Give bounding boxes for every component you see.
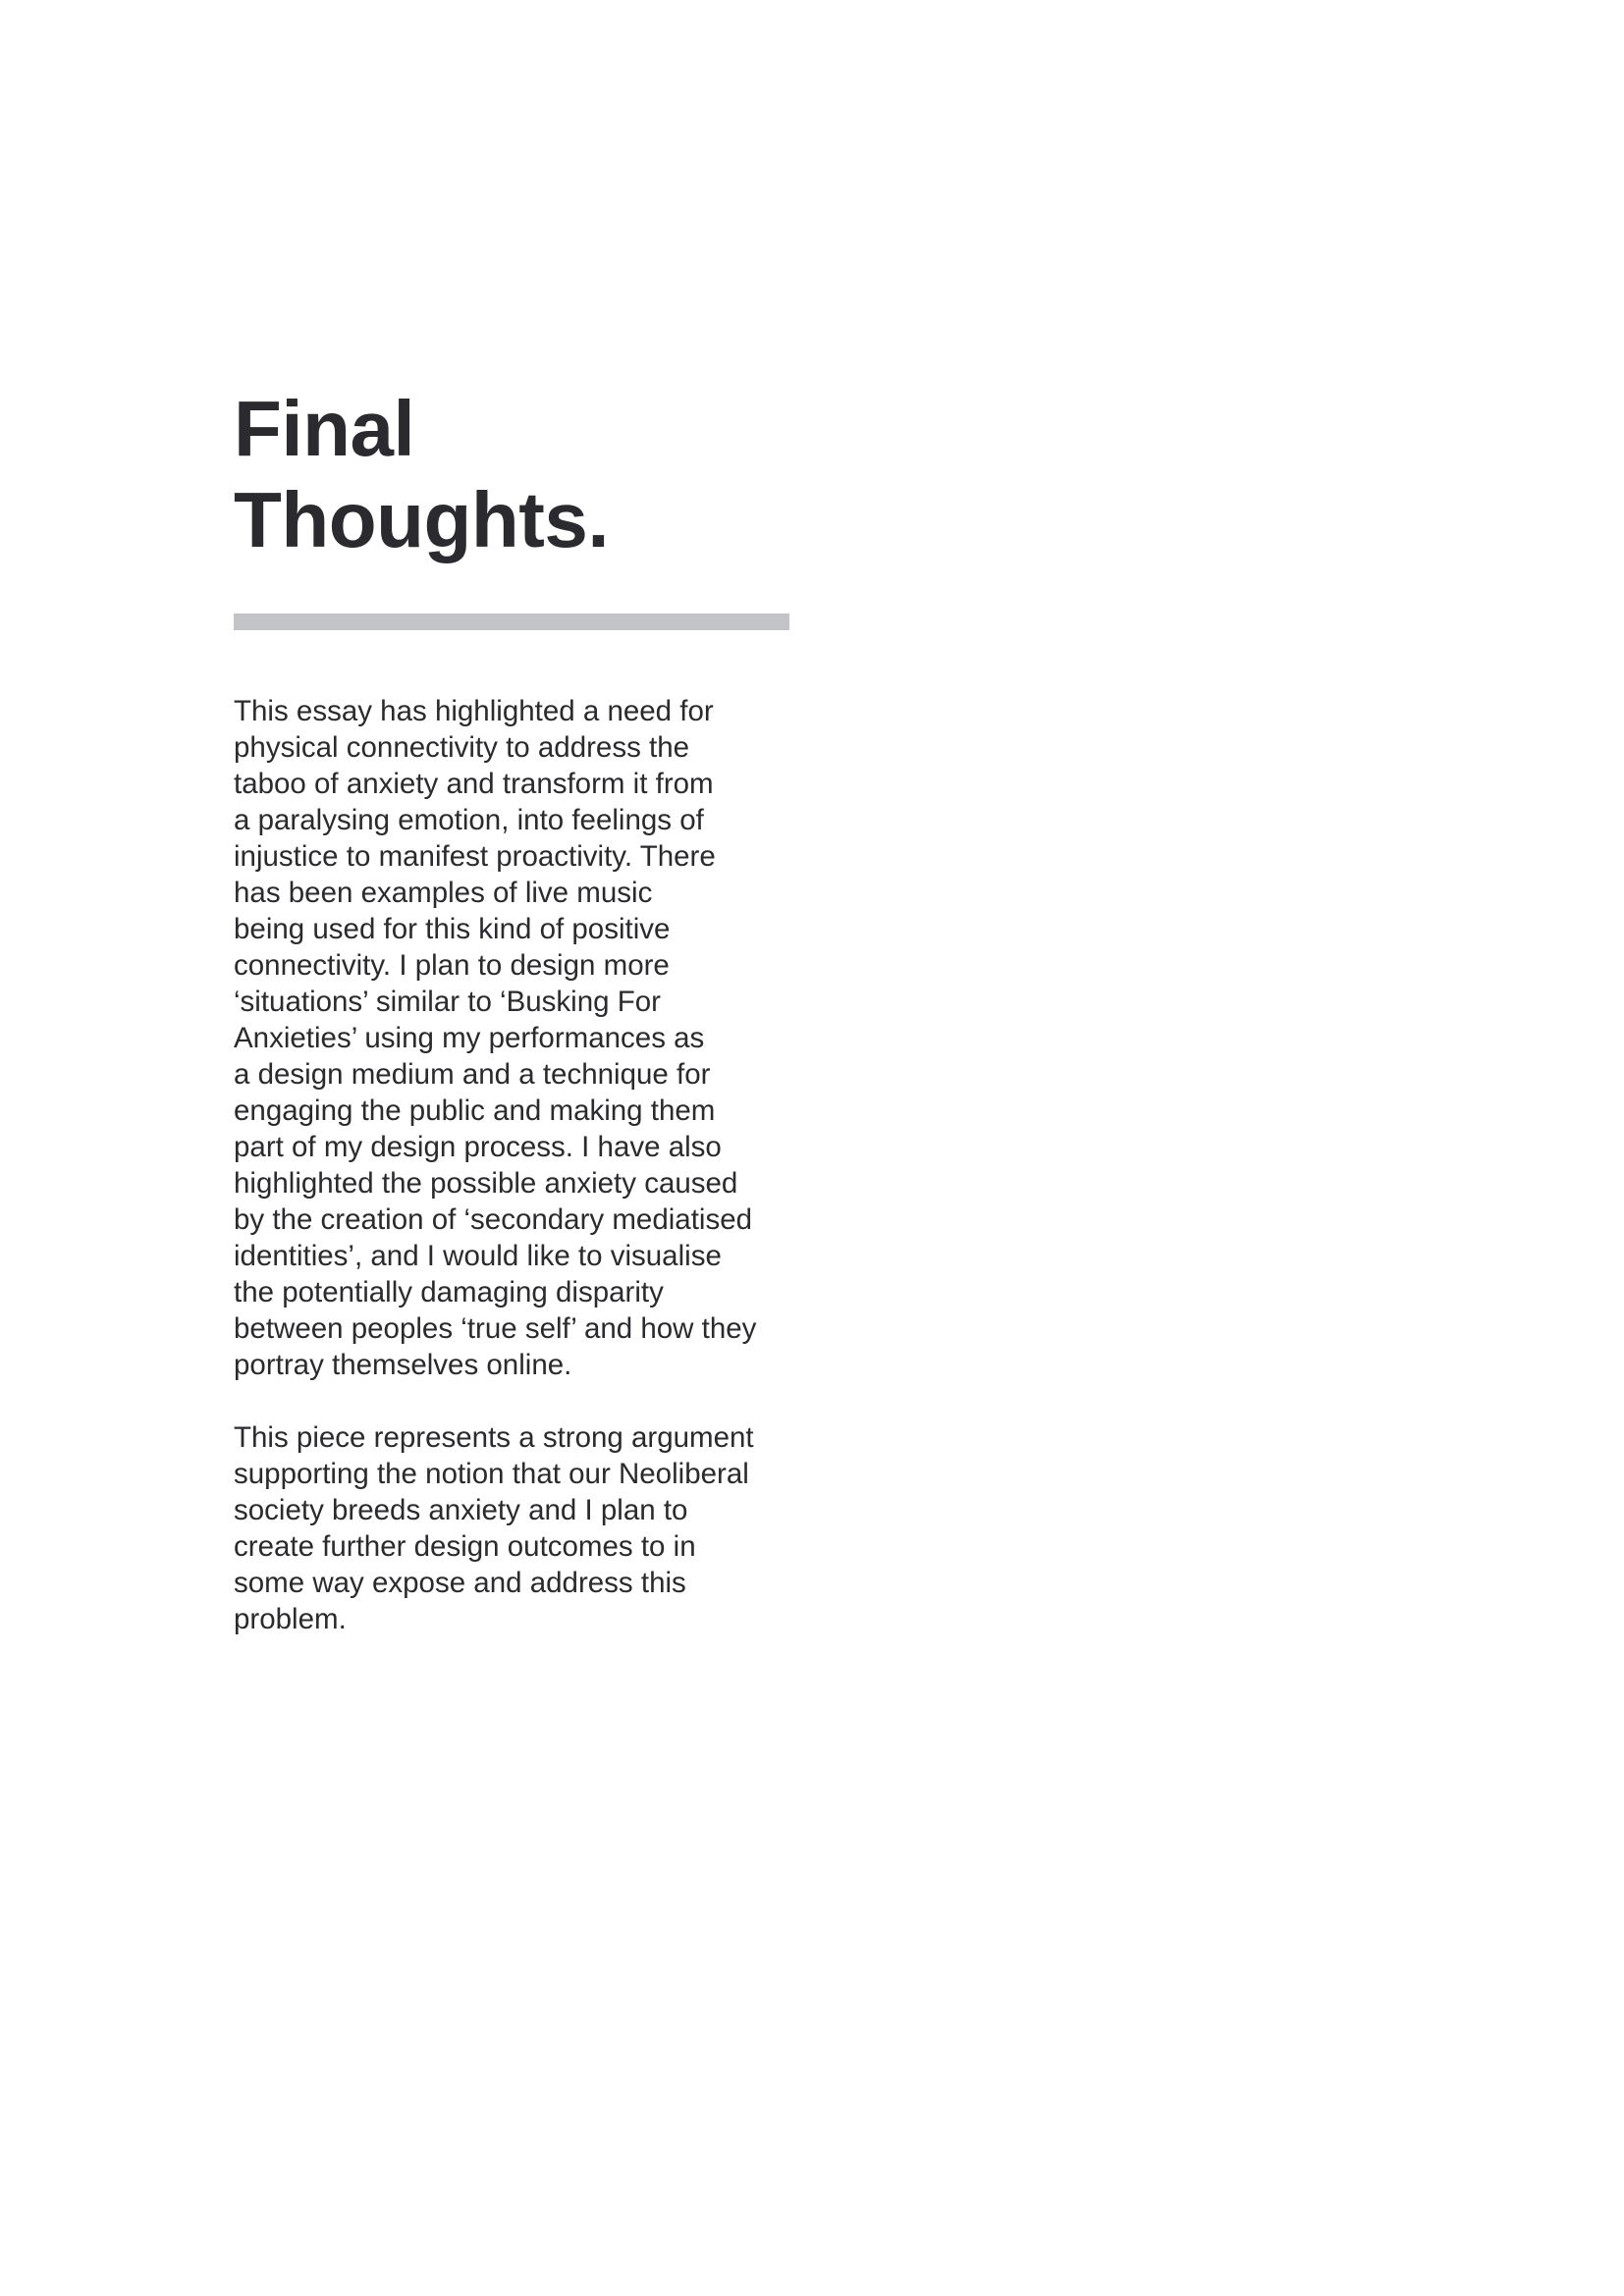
text-line: Anxieties’ using my performances as [234, 1022, 705, 1054]
text-line: part of my design process. I have also [234, 1131, 722, 1163]
section-divider [234, 614, 789, 630]
text-line: This piece represents a strong argument [234, 1421, 754, 1454]
text-line: some way expose and address this [234, 1567, 686, 1599]
text-line: ‘situations’ similar to ‘Busking For [234, 986, 661, 1018]
text-line: a design medium and a technique for [234, 1058, 711, 1091]
paragraph-1 [234, 693, 803, 1383]
body-text [234, 693, 803, 1674]
text-line: between peoples ‘true self’ and how they [234, 1312, 757, 1345]
text-line: highlighted the possible anxiety caused [234, 1167, 738, 1200]
text-line: taboo of anxiety and transform it from [234, 768, 714, 800]
text-line: portray themselves online. [234, 1349, 572, 1381]
text-line: injustice to manifest proactivity. There [234, 840, 716, 873]
text-line: This essay has highlighted a need for [234, 695, 714, 727]
text-line: supporting the notion that our Neoliberal [234, 1458, 749, 1490]
text-line: society breeds anxiety and I plan to [234, 1494, 688, 1526]
text-line: problem. [234, 1603, 347, 1635]
text-line: being used for this kind of positive [234, 913, 671, 945]
text-line: engaging the public and making them [234, 1095, 716, 1127]
text-line: identities’, and I would like to visualise [234, 1240, 722, 1272]
text-line: physical connectivity to address the [234, 731, 690, 764]
text-line: connectivity. I plan to design more [234, 949, 670, 982]
paragraph-2 [234, 1419, 803, 1637]
page-title-line-2: Thoughts. [234, 476, 610, 563]
text-line: has been examples of live music [234, 877, 653, 909]
page-title-line-1: Final [234, 385, 415, 472]
page-title [234, 383, 921, 565]
text-line: the potentially damaging disparity [234, 1276, 664, 1308]
text-line: by the creation of ‘secondary mediatised [234, 1203, 753, 1236]
text-line: create further design outcomes to in [234, 1530, 696, 1563]
text-line: a paralysing emotion, into feelings of [234, 804, 704, 836]
